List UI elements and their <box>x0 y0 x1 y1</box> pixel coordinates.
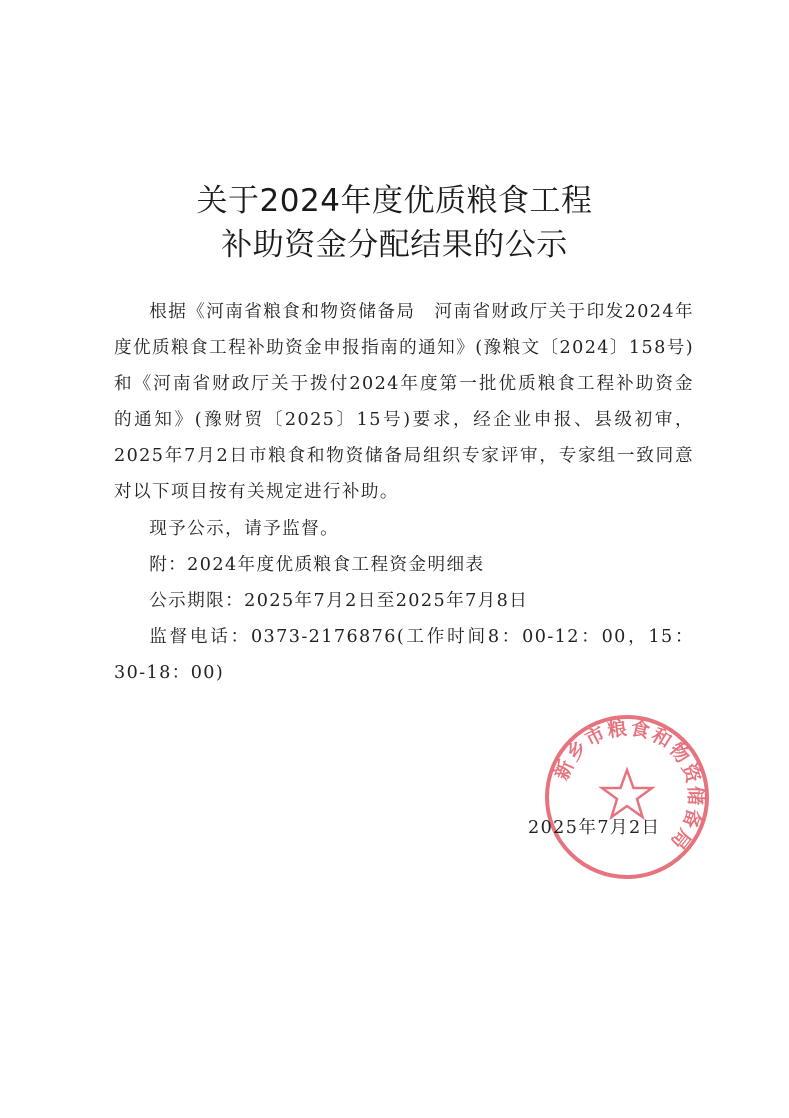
official-seal-icon <box>540 710 714 884</box>
signature-date: 2025年7月2日 <box>528 818 661 838</box>
paragraph-notice: 现予公示，请予监督。 <box>149 518 340 539</box>
document-body <box>114 294 694 691</box>
document-title-line-1: 关于2024年度优质粮食工程 <box>196 183 593 219</box>
paragraph-phone: 监督电话：0373-2176876(工作时间8：00-12：00，15：30-18：00) <box>114 626 694 683</box>
paragraph-attachment: 附：2024年度优质粮食工程资金明细表 <box>149 554 485 575</box>
document-title-line-2: 补助资金分配结果的公示 <box>221 227 568 263</box>
paragraph-basis: 根据《河南省粮食和物资储备局 河南省财政厅关于印发2024年度优质粮食工程补助资金申报指南的通知》(豫粮文〔2024〕158号)和《河南省财政厅关于拨付2024年度第一批优质粮食工程补助资金的通知》(豫财贸〔2025〕15号)要求，经企业申报、县级初审，2025年7月2日市粮食和物资储备局组织专家评审，专家组一致同意对以下项目按有关规定进行补助。 <box>114 302 694 503</box>
svg-text:新乡市粮食和物资储备局: 新乡市粮食和物资储备局 <box>550 717 707 855</box>
paragraph-period: 公示期限：2025年7月2日至2025年7月8日 <box>149 590 529 611</box>
